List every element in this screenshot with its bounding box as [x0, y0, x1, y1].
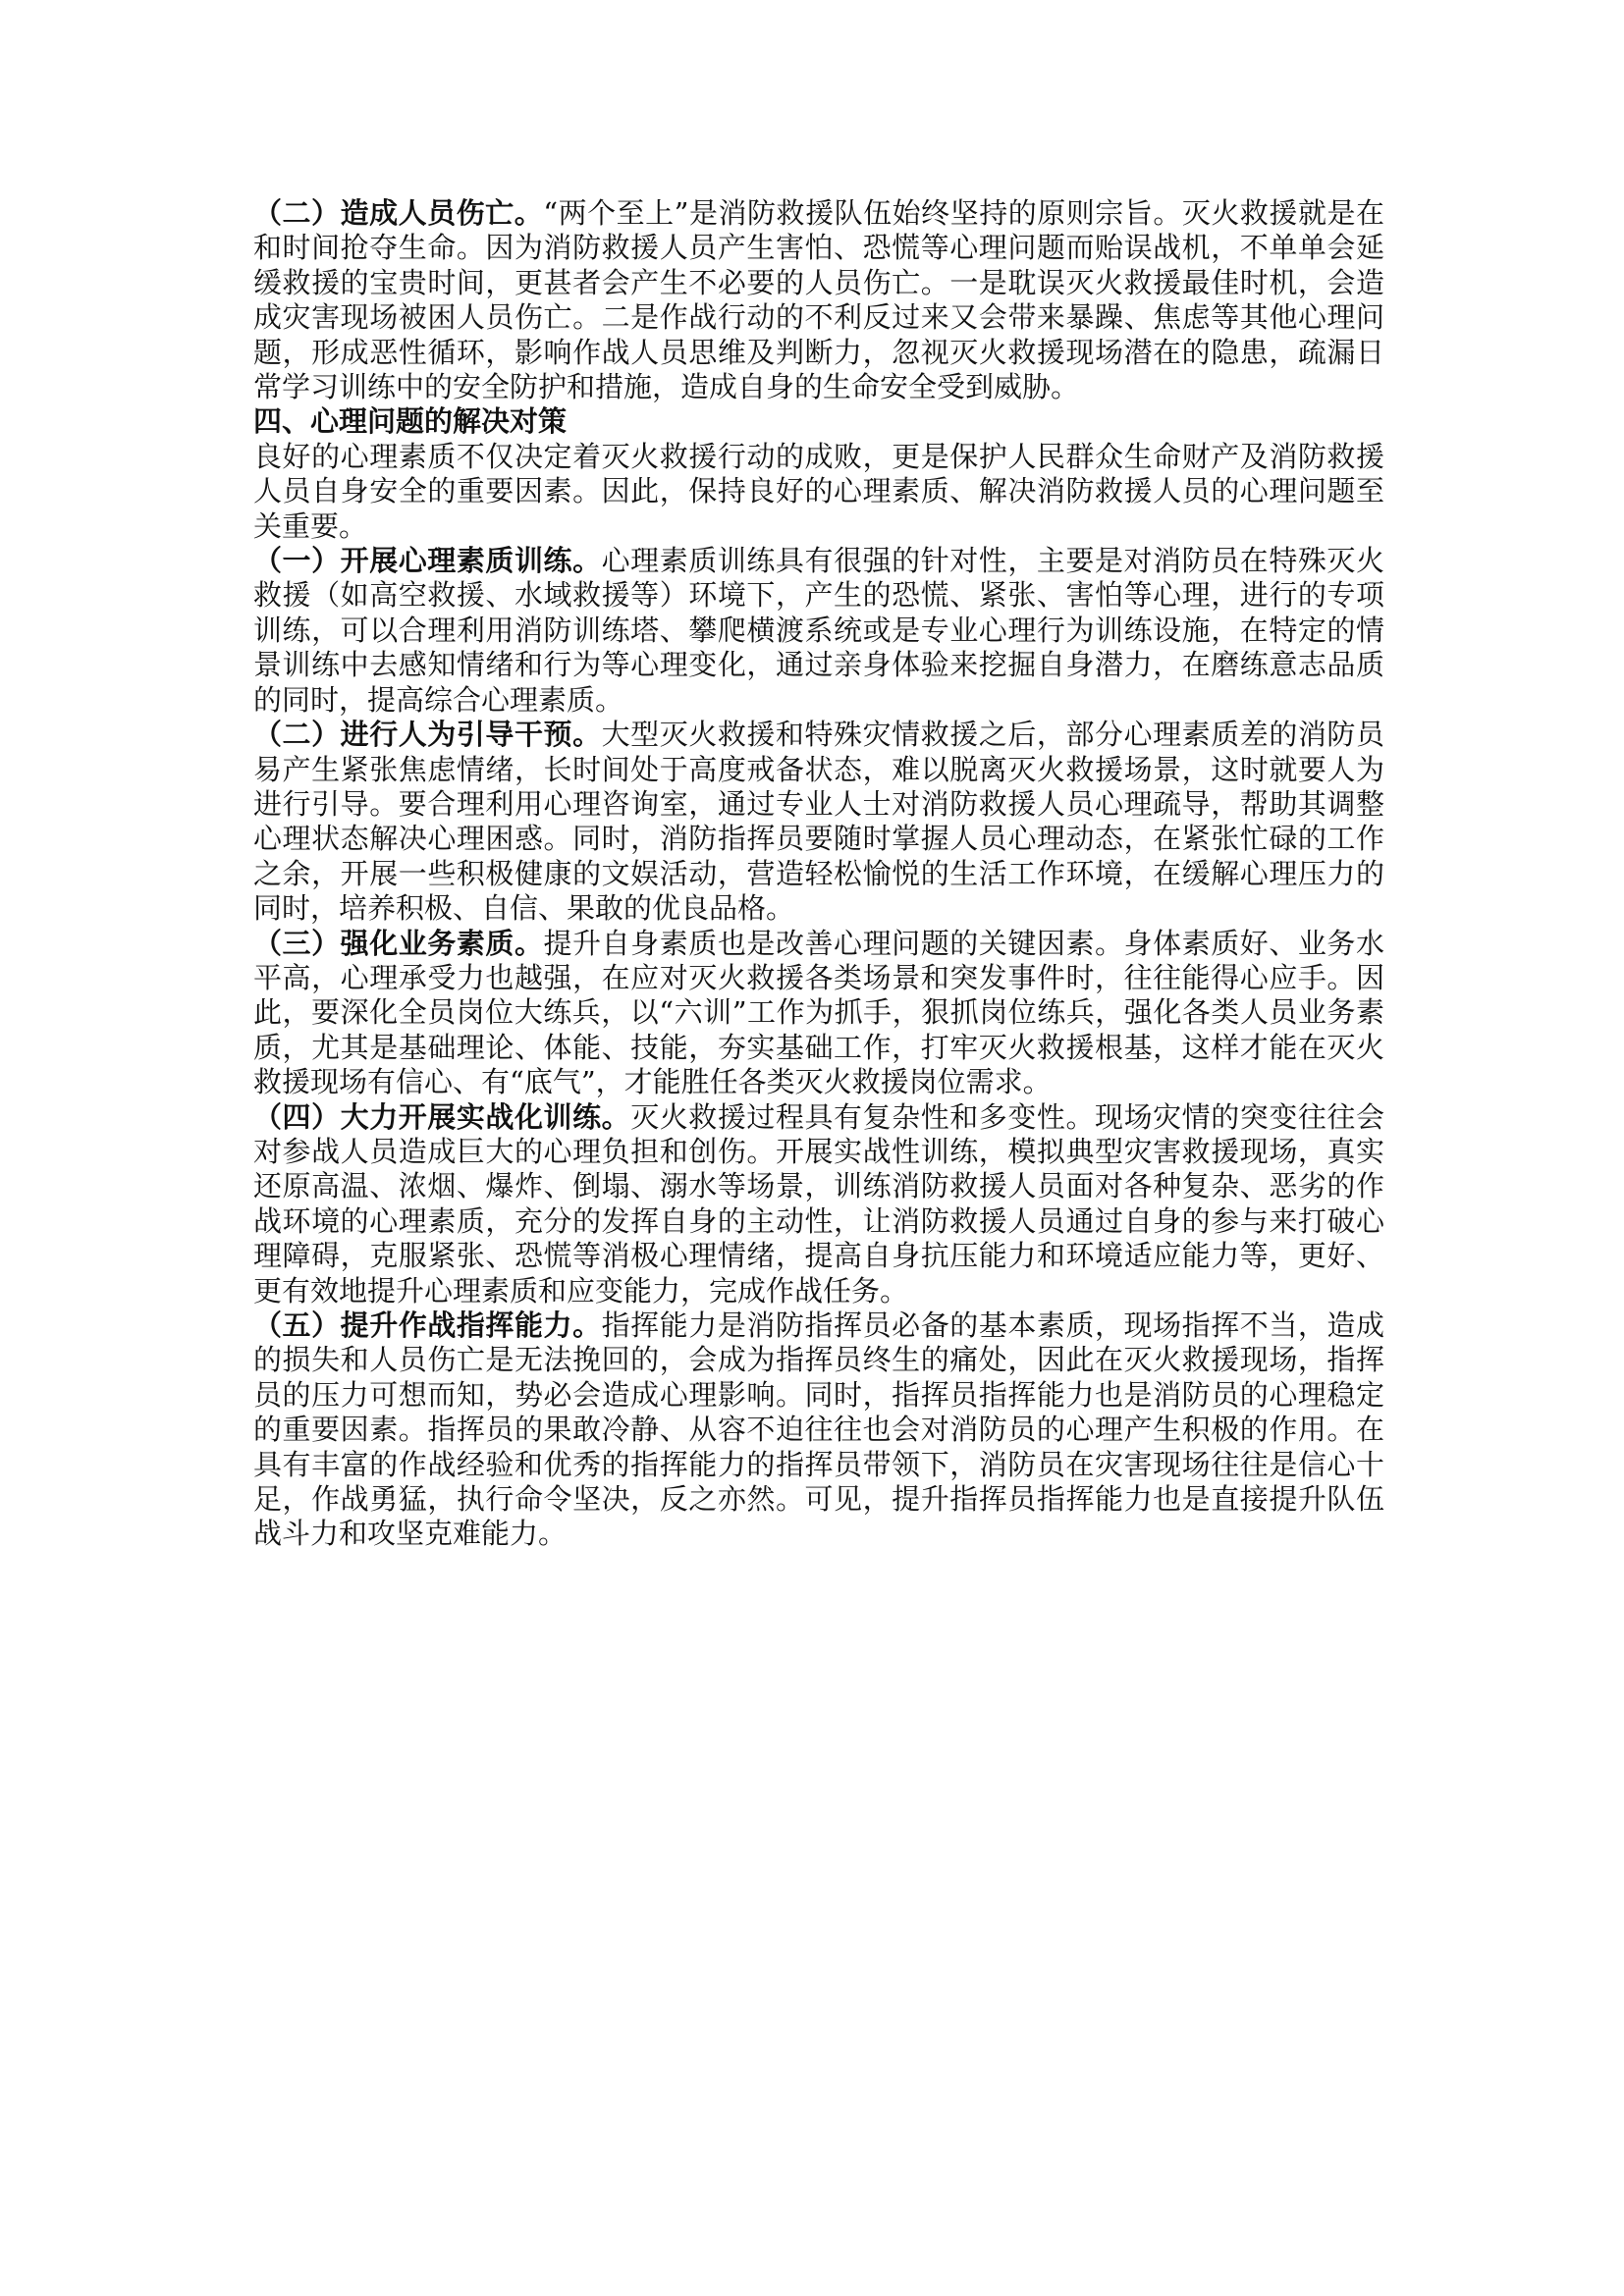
paragraph-combat-training: [253, 1100, 1384, 1308]
paragraph-guidance: [253, 718, 1384, 926]
paragraph-text: “两个至上”是消防救援队伍始终坚持的原则宗旨。灭火救援就是在和时间抢夺生命。因为消防救援人员产生害怕、恐慌等心理问题而贻误战机，不单单会延缓救援的宝贵时间，更甚者会产生不必要的人员伤亡。一是耽误灭火救援最佳时机，会造成灾害现场被困人员伤亡。二是作战行动的不利反过来又会带来暴躁、焦虑等其他心理问题，形成恶性循环，影响作战人员思维及判断力，忽视灭火救援现场潜在的隐患，疏漏日常学习训练中的安全防护和措施，造成自身的生命安全受到威胁。: [253, 196, 1384, 404]
paragraph-lead: （一）开展心理素质训练。: [253, 544, 602, 578]
paragraph-text: 良好的心理素质不仅决定着灭火救援行动的成败，更是保护人民群众生命财产及消防救援人员自身安全的重要因素。因此，保持良好的心理素质、解决消防救援人员的心理问题至关重要。: [253, 439, 1384, 543]
document-body: [253, 196, 1384, 1552]
paragraph-text: 心理素质训练具有很强的针对性，主要是对消防员在特殊灭火救援（如高空救援、水域救援等）环境下，产生的恐慌、紧张、害怕等心理，进行的专项训练，可以合理利用消防训练塔、攀爬横渡系统或是专业心理行为训练设施，在特定的情景训练中去感知情绪和行为等心理变化，通过亲身体验来挖掘自身潜力，在磨练意志品质的同时，提高综合心理素质。: [253, 544, 1384, 717]
paragraph-text: 指挥能力是消防指挥员必备的基本素质，现场指挥不当，造成的损失和人员伤亡是无法挽回的，会成为指挥员终生的痛处，因此在灭火救援现场，指挥员的压力可想而知，势必会造成心理影响。同时，指挥员指挥能力也是消防员的心理稳定的重要因素。指挥员的果敢冷静、从容不迫往往也会对消防员的心理产生积极的作用。在具有丰富的作战经验和优秀的指挥能力的指挥员带领下，消防员在灾害现场往往是信心十足，作战勇猛，执行命令坚决，反之亦然。可见，提升指挥员指挥能力也是直接提升队伍战斗力和攻坚克难能力。: [253, 1308, 1384, 1551]
paragraph-text: 大型灭火救援和特殊灾情救援之后，部分心理素质差的消防员易产生紧张焦虑情绪，长时间处于高度戒备状态，难以脱离灭火救援场景，这时就要人为进行引导。要合理利用心理咨询室，通过专业人士对消防救援人员心理疏导，帮助其调整心理状态解决心理困惑。同时，消防指挥员要随时掌握人员心理动态，在紧张忙碌的工作之余，开展一些积极健康的文娱活动，营造轻松愉悦的生活工作环境，在缓解心理压力的同时，培养积极、自信、果敢的优良品格。: [253, 718, 1384, 926]
paragraph-casualties: [253, 196, 1384, 404]
paragraph-command: [253, 1308, 1384, 1552]
paragraph-text: 灭火救援过程具有复杂性和多变性。现场灾情的突变往往会对参战人员造成巨大的心理负担和创伤。开展实战性训练，模拟典型灾害救援现场，真实还原高温、浓烟、爆炸、倒塌、溺水等场景，训练消防救援人员面对各种复杂、恶劣的作战环境的心理素质，充分的发挥自身的主动性，让消防救援人员通过自身的参与来打破心理障碍，克服紧张、恐慌等消极心理情绪，提高自身抗压能力和环境适应能力等，更好、更有效地提升心理素质和应变能力，完成作战任务。: [253, 1099, 1384, 1308]
paragraph-lead: （三）强化业务素质。: [253, 926, 544, 960]
paragraph-lead: （五）提升作战指挥能力。: [253, 1308, 602, 1342]
paragraph-lead: （二）造成人员伤亡。: [253, 196, 544, 230]
paragraph-intro: [253, 440, 1384, 544]
paragraph-text: 提升自身素质也是改善心理问题的关键因素。身体素质好、业务水平高，心理承受力也越强，在应对灭火救援各类场景和突发事件时，往往能得心应手。因此，要深化全员岗位大练兵，以“六训”工作为抓手，狠抓岗位练兵，强化各类人员业务素质，尤其是基础理论、体能、技能，夯实基础工作，打牢灭火救援根基，这样才能在灭火救援现场有信心、有“底气”，才能胜任各类灭火救援岗位需求。: [253, 926, 1384, 1099]
paragraph-lead: （二）进行人为引导干预。: [253, 718, 602, 752]
section-heading: 四、心理问题的解决对策: [253, 404, 568, 439]
paragraph-skills: [253, 927, 1384, 1100]
paragraph-lead: （四）大力开展实战化训练。: [253, 1099, 631, 1134]
paragraph-psych-training: [253, 544, 1384, 718]
